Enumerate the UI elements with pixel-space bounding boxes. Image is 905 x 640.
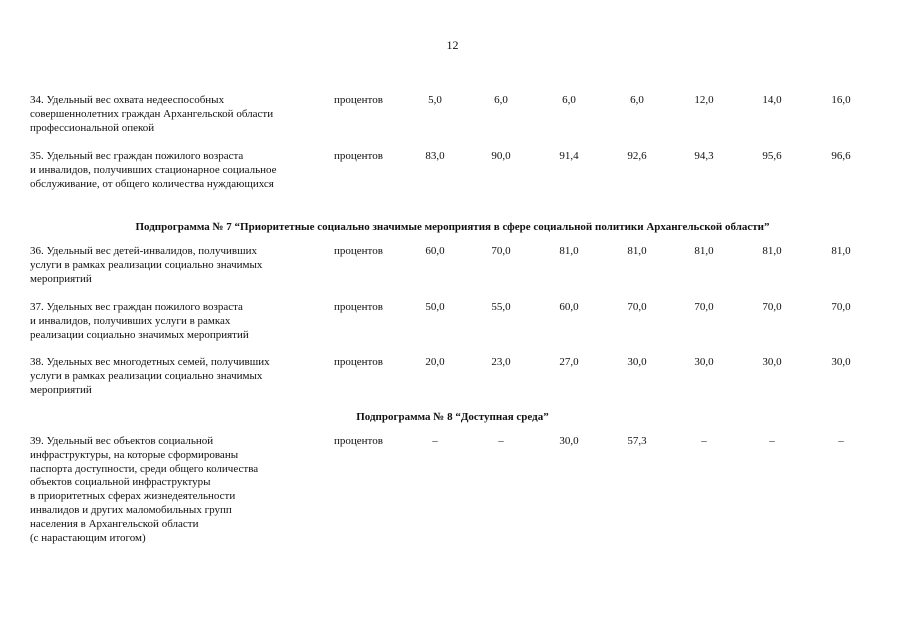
value-cell: 81,0 bbox=[831, 245, 851, 257]
value-cell: 30,0 bbox=[694, 356, 714, 368]
unit-cell: процентов bbox=[334, 94, 383, 106]
unit-cell: процентов bbox=[334, 435, 383, 447]
value-cell: 81,0 bbox=[627, 245, 647, 257]
value-cell: 83,0 bbox=[425, 150, 445, 162]
value-cell: 30,0 bbox=[559, 435, 579, 447]
subprogram-8-heading: Подпрограмма № 8 “Доступная среда” bbox=[356, 411, 549, 423]
value-cell: 60,0 bbox=[425, 245, 445, 257]
value-cell: 27,0 bbox=[559, 356, 579, 368]
indicator-label: 37. Удельных вес граждан пожилого возраста и инвалидов, получивших услуги в рамках реализации социально значимых мероприятий bbox=[30, 301, 249, 341]
value-cell: 5,0 bbox=[428, 94, 442, 106]
unit-cell: процентов bbox=[334, 356, 383, 368]
value-cell: 96,6 bbox=[831, 150, 851, 162]
value-cell: 6,0 bbox=[494, 94, 508, 106]
value-cell: 81,0 bbox=[694, 245, 714, 257]
subprogram-7-heading: Подпрограмма № 7 “Приоритетные социально значимые мероприятия в сфере социальной политики Архангельской области” bbox=[135, 221, 770, 233]
value-cell: 30,0 bbox=[627, 356, 647, 368]
value-cell: 91,4 bbox=[559, 150, 579, 162]
value-cell: 90,0 bbox=[491, 150, 511, 162]
value-cell: 30,0 bbox=[831, 356, 851, 368]
value-cell: 70,0 bbox=[831, 301, 851, 313]
value-cell: 55,0 bbox=[491, 301, 511, 313]
table-row-39 bbox=[0, 435, 905, 565]
value-cell: – bbox=[769, 435, 775, 447]
value-cell: 14,0 bbox=[762, 94, 782, 106]
value-cell: 70,0 bbox=[491, 245, 511, 257]
table-row-36 bbox=[0, 245, 905, 305]
unit-cell: процентов bbox=[334, 150, 383, 162]
value-cell: 50,0 bbox=[425, 301, 445, 313]
value-cell: – bbox=[838, 435, 844, 447]
value-cell: – bbox=[701, 435, 707, 447]
indicator-label: 34. Удельный вес охвата недееспособных совершеннолетних граждан Архангельской области профессиональной опекой bbox=[30, 94, 274, 134]
value-cell: 12,0 bbox=[694, 94, 714, 106]
value-cell: 20,0 bbox=[425, 356, 445, 368]
value-cell: 60,0 bbox=[559, 301, 579, 313]
value-cell: 70,0 bbox=[627, 301, 647, 313]
value-cell: 57,3 bbox=[627, 435, 647, 447]
value-cell: 6,0 bbox=[630, 94, 644, 106]
indicator-label: 36. Удельный вес детей-инвалидов, получивших услуги в рамках реализации социально значимых мероприятий bbox=[30, 245, 263, 285]
table-row-38 bbox=[0, 356, 905, 416]
indicator-label: 38. Удельных вес многодетных семей, получивших услуги в рамках реализации социально значимых мероприятий bbox=[30, 356, 270, 396]
page-number: 12 bbox=[446, 38, 459, 52]
value-cell: 70,0 bbox=[694, 301, 714, 313]
value-cell: 81,0 bbox=[762, 245, 782, 257]
value-cell: – bbox=[498, 435, 504, 447]
value-cell: 92,6 bbox=[627, 150, 647, 162]
unit-cell: процентов bbox=[334, 245, 383, 257]
indicator-label: 35. Удельный вес граждан пожилого возраста и инвалидов, получивших стационарное социальное обслуживание, от общего количества нуждающихся bbox=[30, 150, 277, 190]
value-cell: 95,6 bbox=[762, 150, 782, 162]
value-cell: – bbox=[432, 435, 438, 447]
table-row-37 bbox=[0, 301, 905, 361]
value-cell: 81,0 bbox=[559, 245, 579, 257]
value-cell: 94,3 bbox=[694, 150, 714, 162]
value-cell: 23,0 bbox=[491, 356, 511, 368]
value-cell: 16,0 bbox=[831, 94, 851, 106]
table-row-34 bbox=[0, 94, 905, 154]
value-cell: 70,0 bbox=[762, 301, 782, 313]
table-row-35 bbox=[0, 150, 905, 210]
indicator-label: 39. Удельный вес объектов социальной инфраструктуры, на которые сформированы паспорта доступности, среди общего количества объектов социальной инфраструктуры в приоритетных сферах жизнедеятельности инвалидов и других маломобильных групп населения в Архангельской области (с нарастающим итогом) bbox=[30, 435, 259, 544]
value-cell: 30,0 bbox=[762, 356, 782, 368]
unit-cell: процентов bbox=[334, 301, 383, 313]
value-cell: 6,0 bbox=[562, 94, 576, 106]
